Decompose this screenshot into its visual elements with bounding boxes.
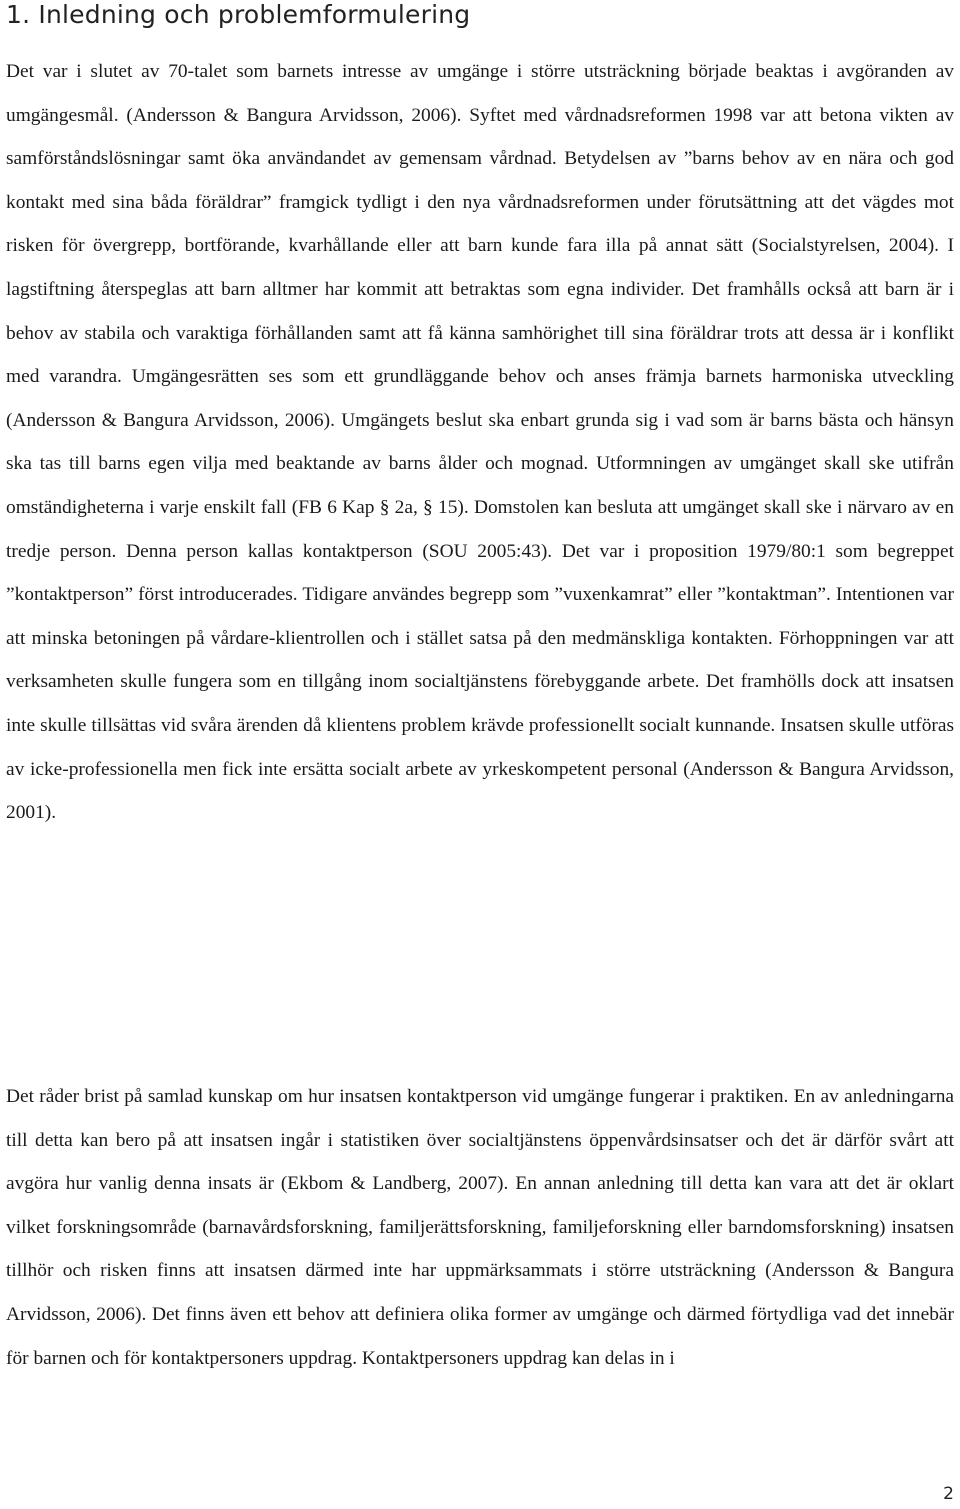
page-number: 2 [943,1484,954,1504]
section-heading: 1. Inledning och problemformulering [6,0,471,29]
body-paragraph-1: Det var i slutet av 70-talet som barnets intresse av umgänge i större utsträckning började beaktas i avgöranden av umgängesmål. (Andersson & Bangura Arvidsson, 2006). Syftet med vårdnadsreformen 1998 var att betona vikten av samförståndslösningar samt öka användandet av gemensam vårdnad. Betydelsen av ”barns behov av en nära och god kontakt med sina båda föräldrar” framgick tydligt i den nya vårdnadsreformen under förutsättning att det vägdes mot risken för övergrepp, bortförande, kvarhållande eller att barn kunde fara illa på annat sätt (Socialstyrelsen, 2004). I lagstiftning återspeglas att barn alltmer har kommit att betraktas som egna individer. Det framhålls också att barn är i behov av stabila och varaktiga förhållanden samt att få känna samhörighet till sina föräldrar trots att dessa är i konflikt med varandra. Umgängesrätten ses som ett grundläggande behov och anses främja barnets harmoniska utveckling (Andersson & Bangura Arvidsson, 2006). Umgängets beslut ska enbart grunda sig i vad som är barns bästa och hänsyn ska tas till barns egen vilja med beaktande av barns ålder och mognad. Utformningen av umgänget skall ske utifrån omständigheterna i varje enskilt fall (FB 6 Kap § 2a, § 15). Domstolen kan besluta att umgänget skall ske i närvaro av en tredje person. Denna person kallas kontaktperson (SOU 2005:43). Det var i proposition 1979/80:1 som begreppet ”kontaktperson” först introducerades. Tidigare användes begrepp som ”vuxenkamrat” eller ”kontaktman”. Intentionen var att minska betoningen på vårdare-klientrollen och i stället satsa på den medmänskliga kontakten. Förhoppningen var att verksamheten skulle fungera som en tillgång inom socialtjänstens förebyggande arbete. Det framhölls dock att insatsen inte skulle tillsättas vid svåra ärenden då klientens problem krävde professionellt socialt kunnande. Insatsen skulle utföras av icke-professionella men fick inte ersätta socialt arbete av yrkeskompetent personal (Andersson & Bangura Arvidsson, 2001). [6,61,954,824]
body-paragraph-2: Det råder brist på samlad kunskap om hur insatsen kontaktperson vid umgänge fungerar i praktiken. En av anledningarna till detta kan bero på att insatsen ingår i statistiken över socialtjänstens öppenvårdsinsatser och det är därför svårt att avgöra hur vanlig denna insats är (Ekbom & Landberg, 2007). En annan anledning till detta kan vara att det är oklart vilket forskningsområde (barnavårdsforskning, familjerättsforskning, familjeforskning eller barndomsforskning) insatsen tillhör och risken finns att insatsen därmed inte har uppmärksammats i större utsträckning (Andersson & Bangura Arvidsson, 2006). Det finns även ett behov att definiera olika former av umgänge och därmed förtydliga vad det innebär för barnen och för kontaktpersoners uppdrag. Kontaktpersoners uppdrag kan delas in i [6,1086,954,1369]
